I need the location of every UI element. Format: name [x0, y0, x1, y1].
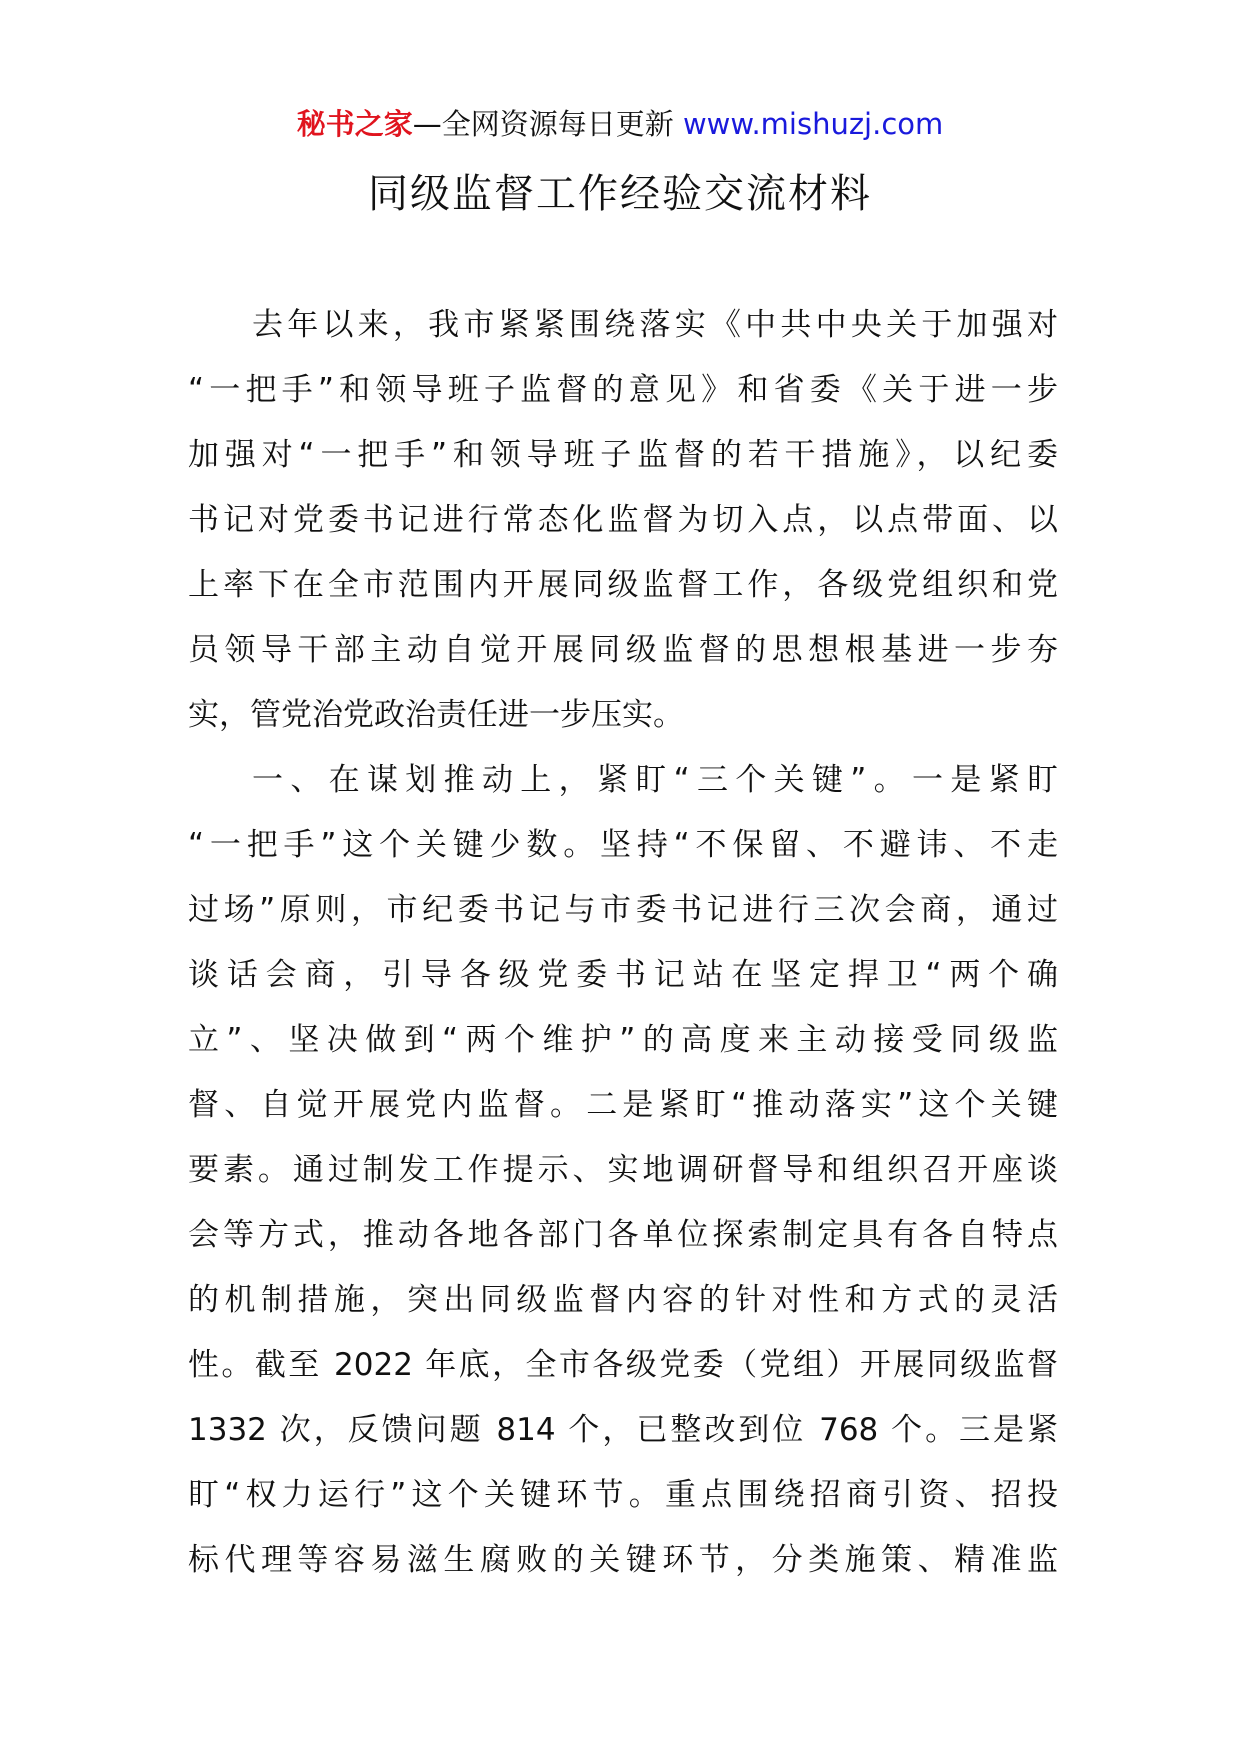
document-title: 同级监督工作经验交流材料	[368, 171, 872, 217]
header-slogan: —全网资源每日更新	[412, 107, 674, 141]
paragraph-line: 盯“权力运行”这个关键环节。重点围绕招商引资、招投	[188, 1477, 1058, 1513]
paragraph-line: 1332 次，反馈问题 814 个，已整改到位 768 个。三是紧	[188, 1412, 1058, 1448]
paragraph-line: 要素。通过制发工作提示、实地调研督导和组织召开座谈	[188, 1152, 1058, 1188]
paragraph-line: 一、在谋划推动上，紧盯“三个关键”。一是紧盯	[252, 762, 1058, 798]
paragraph-line: 实，管党治党政治责任进一步压实。	[188, 697, 684, 733]
paragraph-line: 书记对党委书记进行常态化监督为切入点，以点带面、以	[188, 502, 1058, 538]
paragraph-line: 立”、坚决做到“两个维护”的高度来主动接受同级监	[188, 1022, 1058, 1058]
paragraph-line: 性。截至 2022 年底，全市各级党委（党组）开展同级监督	[188, 1347, 1058, 1383]
document-body	[188, 293, 1058, 1593]
paragraph-line: 标代理等容易滋生腐败的关键环节，分类施策、精准监	[188, 1542, 1058, 1578]
paragraph-line: 的机制措施，突出同级监督内容的针对性和方式的灵活	[188, 1282, 1058, 1318]
paragraph-line: 加强对“一把手”和领导班子监督的若干措施》，以纪委	[188, 437, 1058, 473]
paragraph-line: 过场”原则，市纪委书记与市委书记进行三次会商，通过	[188, 892, 1058, 928]
paragraph-line: 会等方式，推动各地各部门各单位探索制定具有各自特点	[188, 1217, 1058, 1253]
paragraph-line: 谈话会商，引导各级党委书记站在坚定捍卫“两个确	[188, 957, 1058, 993]
paragraph-line: 员领导干部主动自觉开展同级监督的思想根基进一步夯	[188, 632, 1058, 668]
site-url-link[interactable]: www.mishuzj.com	[682, 107, 944, 141]
paragraph-line: 上率下在全市范围内开展同级监督工作，各级党组织和党	[188, 567, 1058, 603]
site-header	[0, 102, 1240, 146]
paragraph-line: 去年以来，我市紧紧围绕落实《中共中央关于加强对	[252, 307, 1058, 343]
brand-name: 秘书之家	[296, 107, 413, 141]
paragraph-line: “一把手”这个关键少数。坚持“不保留、不避讳、不走	[188, 827, 1058, 863]
paragraph-line: 督、自觉开展党内监督。二是紧盯“推动落实”这个关键	[188, 1087, 1058, 1123]
paragraph-line: “一把手”和领导班子监督的意见》和省委《关于进一步	[188, 372, 1058, 408]
